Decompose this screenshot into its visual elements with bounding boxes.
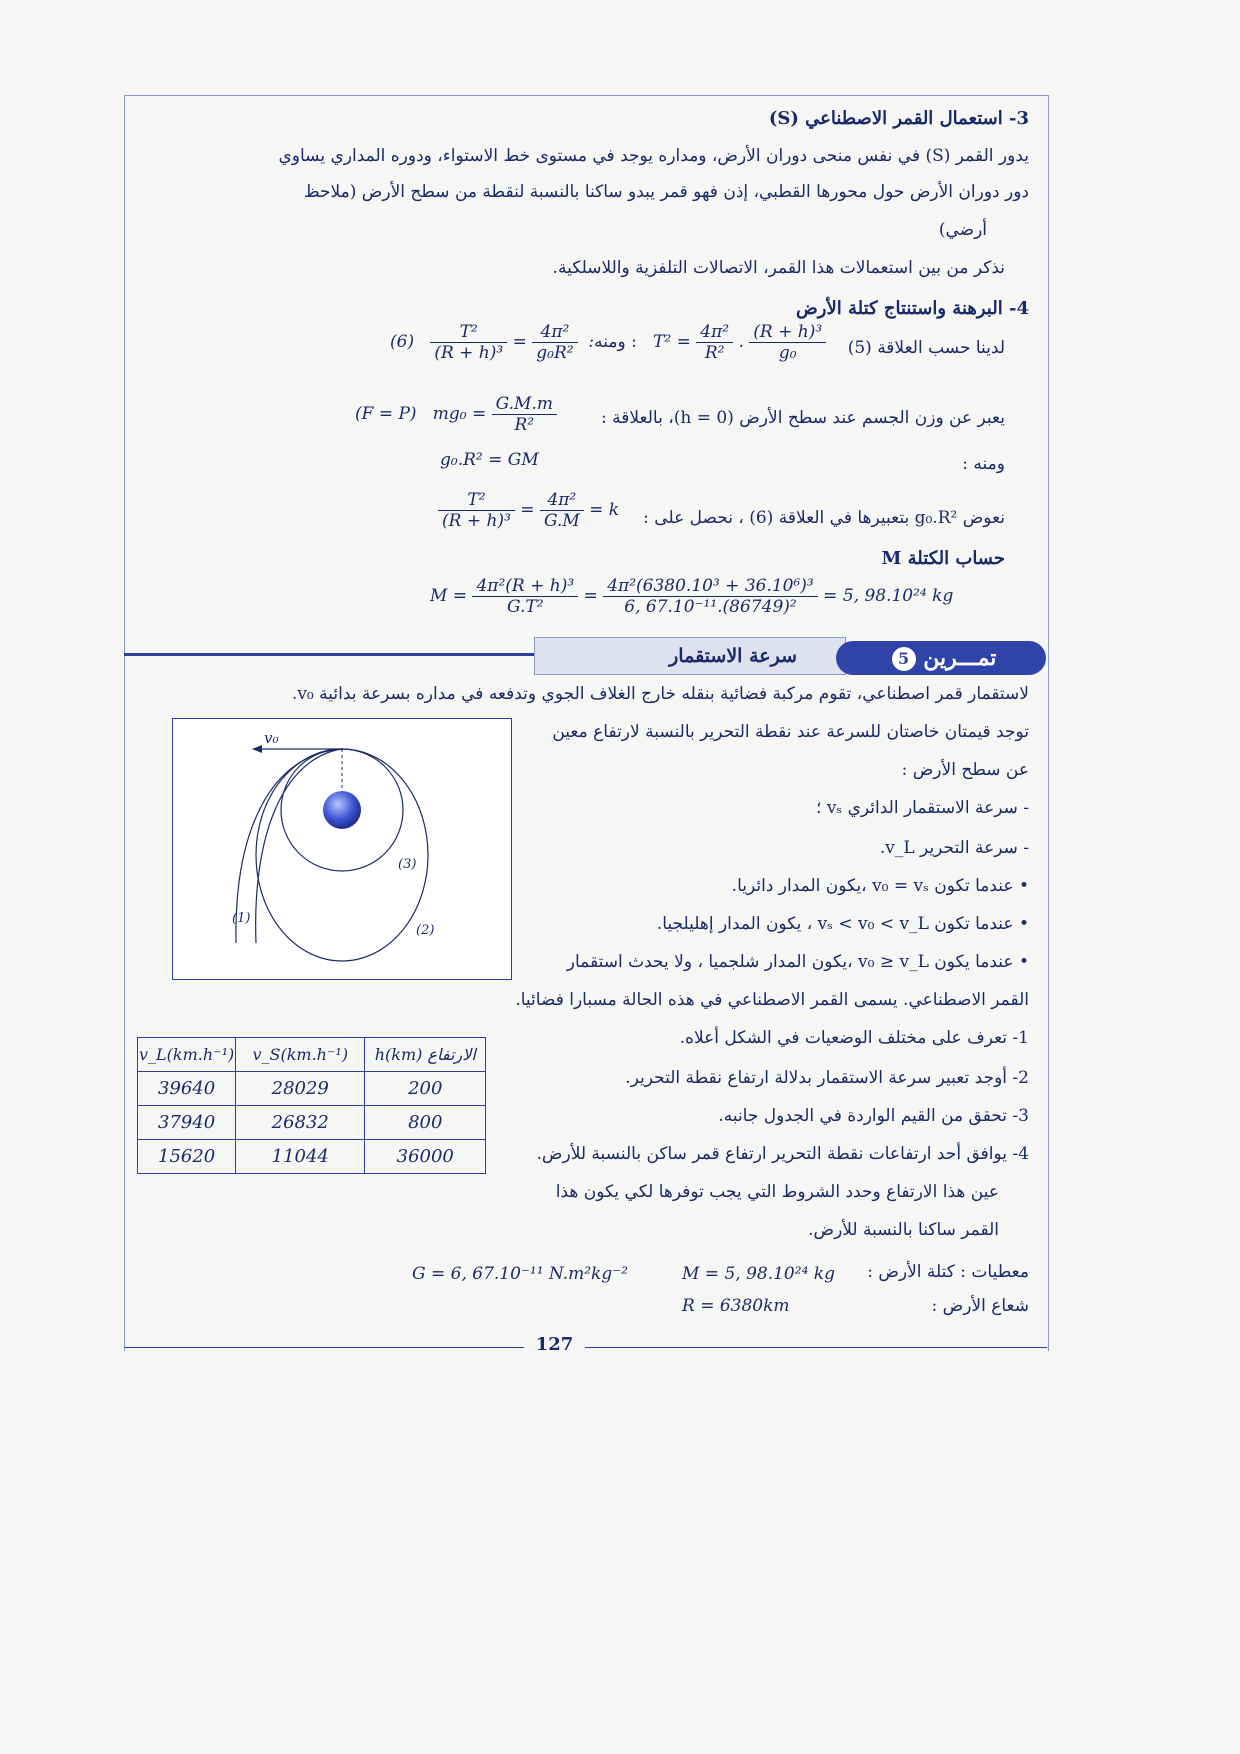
header-h: الارتفاع h(km) — [365, 1038, 486, 1072]
question-4: 4- يوافق أحد ارتفاعات نقطة التحرير ارتفاع قمر ساكن بالنسبة للأرض. — [536, 1144, 1029, 1164]
v0-label: v₀ — [264, 729, 279, 747]
relation5-text: لدينا حسب العلاقة (5) — [847, 338, 1005, 358]
question-1: 1- تعرف على مختلف الوضعيات في الشكل أعلاه. — [679, 1028, 1029, 1048]
table-row — [138, 1140, 486, 1174]
table-header-row — [138, 1038, 486, 1072]
section4-title: 4- البرهنة واستنتاج كتلة الأرض — [796, 298, 1029, 319]
equation-6: (6) $\frac{\text{T²}}{\text{(R + h)³}}$ = $\frac{\text{4π²}}{\text{g₀R²}}$ :ومنه : T² = $\frac{\text{4π²}}{\text{R²}}$ . $\frac{\text{(R + h)³}}{\text{g₀}}$ — [390, 322, 826, 363]
table-row — [138, 1106, 486, 1140]
section3-title: 3- استعمال القمر الاصطناعي (S) — [768, 108, 1029, 129]
exercise-title-box — [534, 637, 846, 675]
section3-p2: دور دوران الأرض حول محورها القطبي، إذن فهو قمر يبدو ساكنا بالنسبة لنقطة من سطح الأرض (ملاحظ — [303, 182, 1029, 202]
orbit-2-label: (2) — [416, 923, 435, 938]
exercise-b2: • عندما تكون vₛ < v₀ < v_L ، يكون المدار إهليلجيا. — [656, 914, 1029, 934]
cell: 800 — [365, 1106, 486, 1140]
k-equation: $\frac{\text{T²}}{\text{(R + h)³}}$ = $\frac{\text{4π²}}{G.M}$ = k — [438, 490, 619, 531]
exercise-title: سرعة الاستقمار — [669, 645, 797, 667]
exercise-intro: لاستقمار قمر اصطناعي، تقوم مركبة فضائية بنقله خارج الغلاف الجوي وتدفعه في مداره بسرعة بدائية v₀. — [291, 684, 1029, 704]
exercise-b3b: القمر الاصطناعي. يسمى القمر الاصطناعي في هذه الحالة مسبارا فضائيا. — [515, 990, 1029, 1010]
cell: 11044 — [236, 1140, 365, 1174]
mass-result: = 5, 98.10²⁴ kg — [823, 586, 954, 606]
section3-p1: يدور القمر (S) في نفس منحى دوران الأرض، ومداره يوجد في مستوى خط الاستواء، ودوره المداري يساوي — [278, 146, 1029, 166]
section4-line2: يعبر عن وزن الجسم عند سطح الأرض (h = 0)، بالعلاقة : — [601, 408, 1005, 428]
f-equals-p: (F = P) — [355, 404, 417, 424]
banner-rule — [124, 653, 534, 656]
question-3: 3- تحقق من القيم الواردة في الجدول جانبه. — [718, 1106, 1029, 1126]
mass-calculation: M = $\frac{\text{4π²(R + h)³}}{\text{G.T²}}$ = $\frac{\text{4π²(6380.10³ + 36.10⁶)³}}{\text{6, 67.10⁻¹¹.(86749)²}}$ = 5, 98.10²⁴ kg — [430, 576, 954, 617]
question-4c: القمر ساكنا بالنسبة للأرض. — [808, 1220, 999, 1240]
radius-label: شعاع الأرض : — [931, 1296, 1029, 1316]
exercise-b1: • عندما تكون v₀ = vₛ ،يكون المدار دائريا. — [731, 876, 1029, 896]
question-4b: عين هذا الارتفاع وحدد الشروط التي يجب توفرها لكي يكون هذا — [555, 1182, 999, 1202]
section4-line5: حساب الكتلة M — [881, 548, 1005, 569]
given-g: G = 6, 67.10⁻¹¹ N.m²kg⁻² — [412, 1264, 629, 1284]
question-2: 2- أوجد تعبير سرعة الاستقمار بدلالة ارتفاع نقطة التحرير. — [625, 1068, 1029, 1088]
weight-equation: (F = P) mg₀ = $\frac{G.M.m}{\text{R²}}$ — [355, 394, 557, 435]
exercise-l2: توجد قيمتان خاصتان للسرعة عند نقطة التحرير بالنسبة لارتفاع معين — [552, 722, 1029, 742]
page-number: 127 — [524, 1334, 586, 1355]
cell: 37940 — [138, 1106, 236, 1140]
section3-p4: نذكر من بين استعمالات هذا القمر، الاتصالات التلفزية واللاسلكية. — [552, 258, 1005, 278]
table-row — [138, 1072, 486, 1106]
given-mass: M = 5, 98.10²⁴ kg — [682, 1264, 835, 1284]
given-radius: R = 6380km — [682, 1296, 790, 1316]
earth-sphere — [323, 791, 361, 829]
section4-line3: ومنه : — [962, 454, 1005, 474]
cell: 26832 — [236, 1106, 365, 1140]
orbit-figure — [172, 718, 512, 980]
exercise-l5: - سرعة التحرير v_L. — [879, 838, 1029, 858]
exercise-badge — [836, 641, 1046, 675]
exercise-number: 5 — [892, 647, 916, 671]
header-vl: v_L(km.h⁻¹) — [138, 1038, 236, 1072]
section3-p3: أرضي) — [938, 220, 987, 240]
cell: 200 — [365, 1072, 486, 1106]
exercise-l3: عن سطح الأرض : — [901, 760, 1029, 780]
orbit-1-label: (1) — [232, 911, 251, 926]
cell: 39640 — [138, 1072, 236, 1106]
header-vs: v_S(km.h⁻¹) — [236, 1038, 365, 1072]
section4-line1 — [848, 338, 1005, 358]
cell: 28029 — [236, 1072, 365, 1106]
g0r2-equation: g₀.R² = GM — [440, 450, 539, 470]
orbit-3-label: (3) — [398, 857, 417, 872]
exercise-b3: • عندما يكون v₀ ≥ v_L ،يكون المدار شلجميا ، ولا يحدث استقمار — [566, 952, 1029, 972]
cell: 36000 — [365, 1140, 486, 1174]
given-label: معطيات : كتلة الأرض : — [867, 1262, 1029, 1282]
exercise-l4: - سرعة الاستقمار الدائري vₛ ؛ — [816, 798, 1029, 818]
velocity-table — [137, 1037, 486, 1174]
page-number-wrap — [0, 1334, 1109, 1355]
section4-line4: نعوض g₀.R² بتعبيرها في العلاقة (6) ، نحصل على : — [643, 508, 1005, 528]
cell: 15620 — [138, 1140, 236, 1174]
eq-mid-text: ومنه : — [594, 332, 637, 352]
eq6-label: (6) — [390, 332, 415, 352]
exercise-label: تمـــرين — [923, 645, 997, 671]
